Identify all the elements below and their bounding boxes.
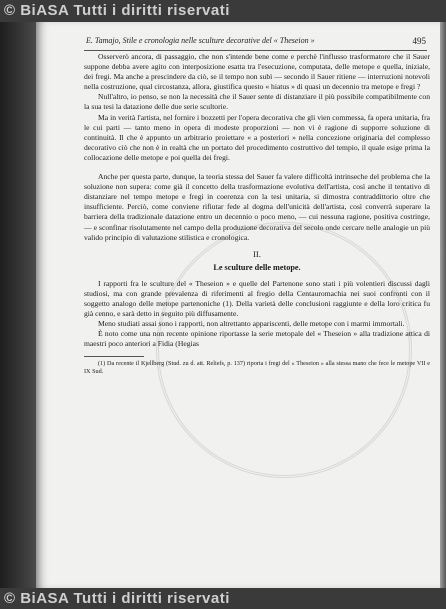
page-body [84, 52, 430, 376]
watermark-bottom: © BiASA Tutti i diritti riservati [4, 590, 230, 607]
header-rule [84, 50, 427, 51]
page-number: 495 [412, 36, 426, 46]
paragraph: Meno studiati assai sono i rapporti, non altrettanto appariscenti, delle metope con i marmi immortali. [98, 319, 405, 329]
section-title: Le sculture delle metope. [213, 262, 301, 272]
watermark-top: © BiASA Tutti i diritti riservati [4, 2, 230, 19]
paragraph: Ma in verità l'artista, nel fornire i bozzetti per l'opera decorativa che gli vien commessa, fa opera unitaria, fra le cui parti — tanto meno in opera di modeste proporzioni — non vi è ragione di supporre soluzione di continuità. Il che è appunto un arbitrario proiettare « a posteriori » nella concezione originaria del complesso decorativo ciò che non è in realtà che un portato del procedimento costruttivo del tempio, il quale esige prima la collocazione delle metope e poi quella dei fregi. [84, 112, 430, 162]
footnote: (1) Da recente il Kjellberg (Stud. zu d. att. Reliefs, p. 137) riporta i fregi del « Theseion » alla stessa mano che fece le metope VII e IX Sud. [84, 359, 430, 375]
book-page [36, 22, 440, 588]
book-gutter [0, 22, 36, 588]
section-number: II. [253, 248, 261, 259]
paragraph: È noto come una non recente opinione riportasse la serie metopale del « Theseion » alla tradizione attica di maestri poco anteriori a Fidia (Hegias [84, 329, 430, 349]
paragraph: Null'altro, io penso, se non la necessità che il Sauer sente di distanziare il più possibile compatibilmente con la sua tesi la datazione delle due serie scultorie. [84, 92, 430, 112]
page-header [86, 36, 426, 45]
paragraph: Anche per questa parte, dunque, la teoria stessa del Sauer fa valere difficoltà intrinseche del problema che la soluzione non supera: come già il concetto della trasformazione evolutiva dell'artista, così anche il tentativo di distanziare nel tempo metope e fregi in coerenza con la tesi unitaria, si dimostra contraddittorio oltre che insufficiente. Perciò, come conviene rifiutar fede al dogma dell'unicità dell'artista, così converrà superare la barriera della tradizionale datazione entro un decennio o poco meno, — cui nessuna ragione, positiva costringe, — e sconfinar risolutamente nel campo della produzione decorativa del secolo onde cercare nelle analogie un più valido principio di valutazione stilistica e cronologica. [84, 172, 430, 242]
paragraph: I rapporti fra le sculture del « Theseion » e quelle del Partenone sono stati i più volentieri discussi dagli studiosi, ma con grande prevalenza di riferimenti al fregio della Centauromachia nei suoi confronti con il soggetto analogo delle metope partenoniche (1). Della varietà delle conclusioni raggiunte e della loro critica fu già cenno, e sarà detto in seguito più diffusamente. [84, 278, 430, 319]
running-title: E. Tamajo, Stile e cronologia nelle sculture decorative del « Theseion » [86, 36, 315, 45]
footnote-rule [84, 356, 144, 357]
paragraph: Osserverò ancora, di passaggio, che non s'intende bene come e perchè l'influsso trasformatore che il Sauer suppone debba avere agito con interposizione esatta tra l'esecuzione, computata, delle metope e quella, iniziale, dei fregi. Ma anche a prescindere da ciò, se il tempo non subì — secondo il Sauer ritiene — interruzioni notevoli nella costruzione, qual circostanza, allora, giustifica questo « hiatus » di quasi un decennio tra metope e fregi ? [84, 52, 430, 92]
